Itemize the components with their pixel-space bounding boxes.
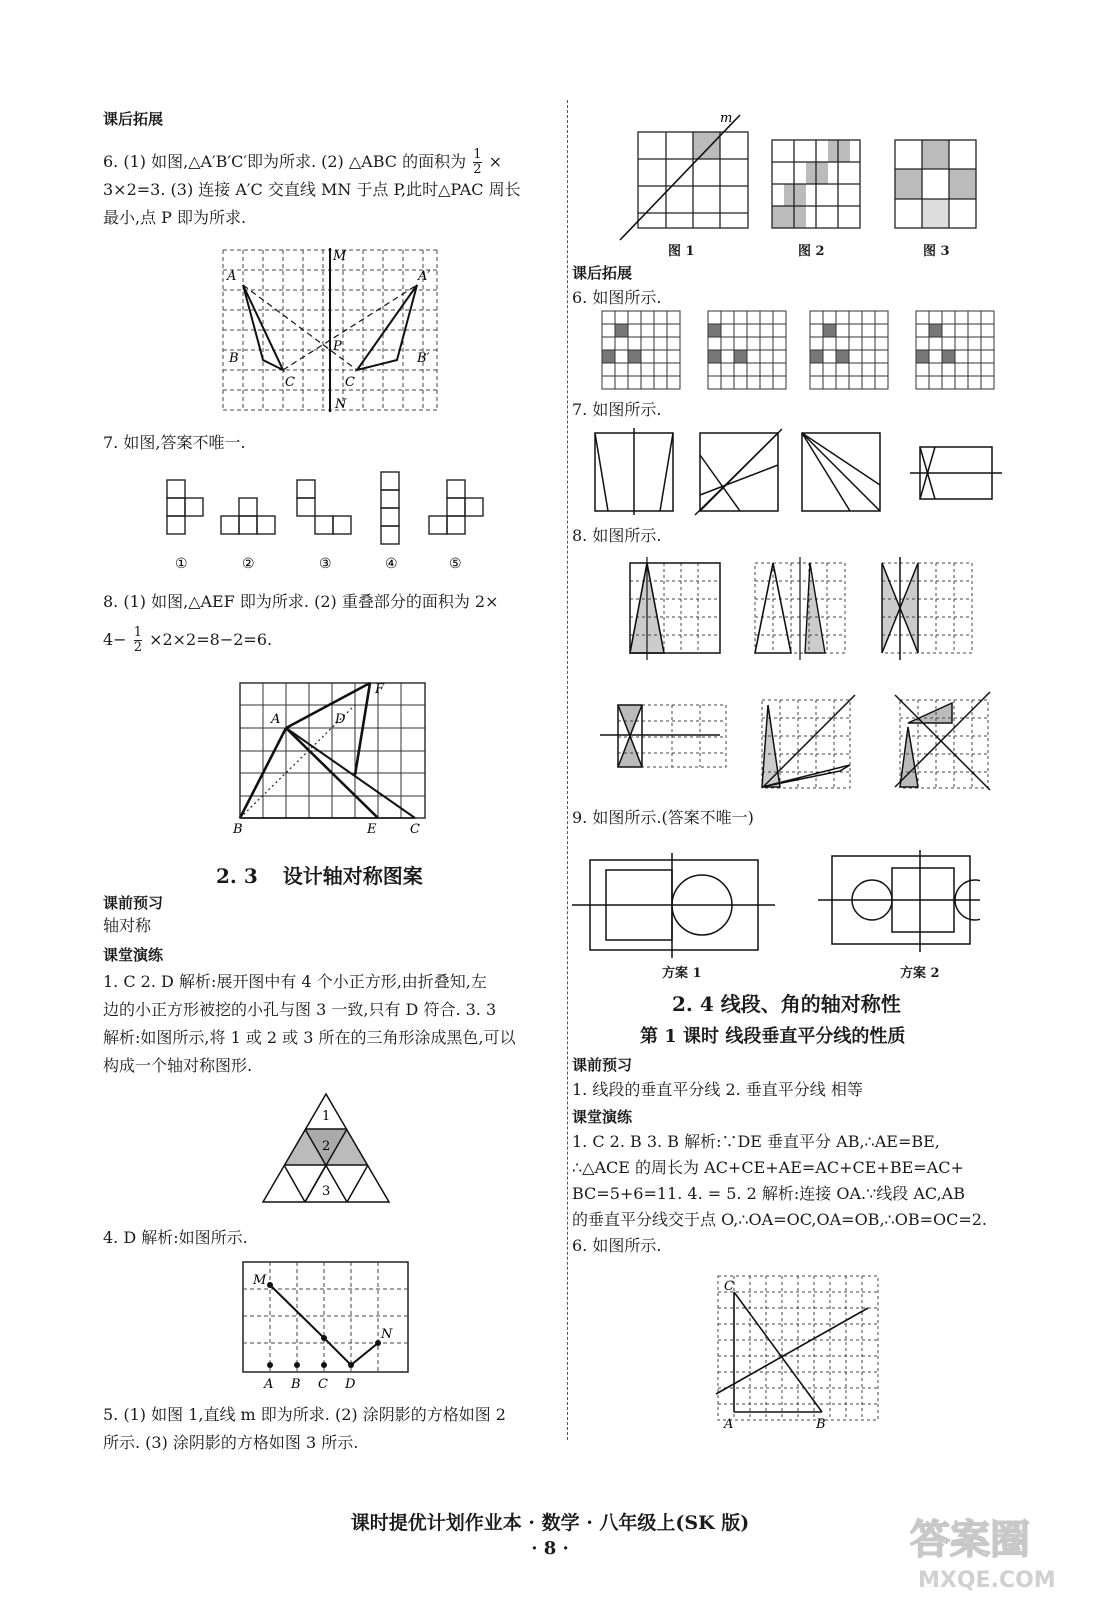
caption-plan2: 方案 2 bbox=[900, 966, 940, 981]
right-practice-line2: ∴△ACE 的周长为 AC+CE+AE=AC+CE+BE=AC+ bbox=[572, 1158, 964, 1177]
page-number: · 8 · bbox=[531, 1538, 569, 1559]
practice-line2: 边的小正方形被挖的小孔与图 3 一致,只有 D 符合. 3. 3 bbox=[103, 1000, 497, 1019]
heading-classroom-practice-right: 课堂演练 bbox=[572, 1108, 633, 1126]
fraction bbox=[134, 626, 142, 655]
fraction-denominator: 2 bbox=[473, 162, 482, 177]
right-q7-text: 7. 如图所示. bbox=[572, 400, 662, 419]
q5-figures-1-3 bbox=[600, 110, 980, 260]
q6-line1 bbox=[103, 148, 502, 177]
label-C: C bbox=[285, 375, 295, 390]
section-2-4-title: 2. 4 线段、角的轴对称性 bbox=[672, 992, 901, 1016]
right-q6-text: 6. 如图所示. bbox=[572, 288, 662, 307]
label-D: D bbox=[335, 712, 346, 727]
practice-line3: 解析:如图所示,将 1 或 2 或 3 所在的三角形涂成黑色,可以 bbox=[103, 1028, 516, 1047]
tri-label-1: 1 bbox=[322, 1109, 331, 1124]
fraction-numerator: 1 bbox=[133, 625, 142, 640]
q6-line1-tail: × bbox=[488, 152, 502, 171]
q5-line1: 5. (1) 如图 1,直线 m 即为所求. (2) 涂阴影的方格如图 2 bbox=[103, 1405, 506, 1424]
fraction bbox=[473, 148, 481, 177]
label-M: M bbox=[253, 1273, 267, 1288]
q4-text: 4. D 解析:如图所示. bbox=[103, 1228, 248, 1247]
preview-answer: 轴对称 bbox=[103, 916, 152, 935]
q6-four-grids bbox=[590, 305, 1010, 395]
fraction-denominator: 2 bbox=[133, 640, 142, 655]
heading-pre-class-preview-right: 课前预习 bbox=[572, 1056, 633, 1074]
q7-nets-figure bbox=[155, 470, 500, 575]
caption-fig3: 图 3 bbox=[923, 244, 950, 259]
q6-line1-text: 6. (1) 如图,△A′B′C′即为所求. (2) △ABC 的面积为 bbox=[103, 152, 467, 171]
practice-line4: 构成一个轴对称图形. bbox=[103, 1056, 253, 1075]
section-number: 2. 3 bbox=[216, 864, 258, 888]
label-B: B bbox=[229, 351, 239, 366]
label-P: P bbox=[333, 339, 342, 354]
section-title: 设计轴对称图案 bbox=[282, 864, 423, 888]
q4-grid-figure bbox=[235, 1258, 415, 1393]
fraction-numerator: 1 bbox=[473, 147, 482, 162]
label-net-5: ⑤ bbox=[449, 556, 462, 572]
label-C-2: C bbox=[345, 375, 355, 390]
label-m: m bbox=[720, 111, 733, 126]
label-D: D bbox=[345, 1377, 356, 1392]
q5-line2: 所示. (3) 涂阴影的方格如图 3 所示. bbox=[103, 1433, 359, 1452]
label-B: B bbox=[291, 1377, 301, 1392]
tri-label-3: 3 bbox=[322, 1184, 331, 1199]
label-net-1: ① bbox=[175, 556, 188, 572]
watermark-top: 答案圈 bbox=[910, 1517, 1030, 1563]
right-preview-answer: 1. 线段的垂直平分线 2. 垂直平分线 相等 bbox=[572, 1080, 863, 1099]
label-C: C bbox=[318, 1377, 328, 1392]
caption-plan1: 方案 1 bbox=[662, 966, 702, 981]
q6-line2: 3×2=3. (3) 连接 A′C 交直线 MN 于点 P,此时△PAC 周长 bbox=[103, 180, 521, 199]
right-q8-text: 8. 如图所示. bbox=[572, 526, 662, 545]
label-N: N bbox=[335, 397, 347, 412]
right-practice-line1: 1. C 2. B 3. B 解析:∵DE 垂直平分 AB,∴AE=BE, bbox=[572, 1132, 940, 1151]
q8-line2-b: ×2×2=8−2=6. bbox=[149, 630, 273, 649]
label-A: A bbox=[271, 712, 281, 727]
q8-grid-figure bbox=[225, 675, 435, 835]
heading-after-class-extension: 课后拓展 bbox=[103, 110, 164, 128]
q8-six-grids bbox=[590, 555, 1010, 795]
q6-grid-figure bbox=[205, 240, 445, 415]
q8-line2-a: 4− bbox=[103, 630, 127, 649]
heading-classroom-practice: 课堂演练 bbox=[103, 946, 164, 964]
column-divider bbox=[567, 100, 568, 1440]
label-A: A bbox=[724, 1417, 734, 1430]
label-M: M bbox=[333, 249, 347, 264]
label-net-2: ② bbox=[242, 556, 255, 572]
heading-after-class-extension-right: 课后拓展 bbox=[572, 264, 633, 282]
right-practice-line3: BC=5+6=11. 4. = 5. 2 解析:连接 OA.∵线段 AC,AB bbox=[572, 1184, 965, 1203]
label-A: A bbox=[264, 1377, 274, 1392]
q9-plans-figure bbox=[570, 848, 980, 958]
heading-pre-class-preview: 课前预习 bbox=[103, 894, 164, 912]
tri-label-2: 2 bbox=[322, 1139, 331, 1154]
label-B: B bbox=[233, 822, 243, 835]
right-practice-line4: 的垂直平分线交于点 O,∴OA=OC,OA=OB,∴OB=OC=2. bbox=[572, 1210, 988, 1229]
watermark-bottom: MXQE.COM bbox=[918, 1568, 1056, 1593]
right-q6b-text: 6. 如图所示. bbox=[572, 1236, 662, 1255]
label-C: C bbox=[410, 822, 420, 835]
label-A-prime: A′ bbox=[418, 269, 431, 284]
footer-book-title: 课时提优计划作业本 · 数学 · 八年级上(SK 版) bbox=[350, 1512, 750, 1534]
section-2-3-title bbox=[216, 860, 423, 889]
label-B-prime: B′ bbox=[417, 351, 430, 366]
q7-four-squares bbox=[590, 425, 1010, 520]
q6-line3: 最小,点 P 即为所求. bbox=[103, 208, 247, 227]
perpendicular-bisector-figure bbox=[710, 1270, 885, 1430]
right-q9-text: 9. 如图所示.(答案不唯一) bbox=[572, 808, 754, 827]
caption-fig2: 图 2 bbox=[798, 244, 825, 259]
label-F: F bbox=[375, 682, 385, 697]
lesson-1-title: 第 1 课时 线段垂直平分线的性质 bbox=[640, 1026, 906, 1047]
label-E: E bbox=[367, 822, 377, 835]
label-N: N bbox=[381, 1327, 393, 1342]
practice-line1: 1. C 2. D 解析:展开图中有 4 个小正方形,由折叠知,左 bbox=[103, 972, 487, 991]
label-A: A bbox=[227, 269, 237, 284]
q7-text: 7. 如图,答案不唯一. bbox=[103, 433, 246, 452]
triangle-figure bbox=[255, 1090, 400, 1210]
label-B: B bbox=[816, 1417, 826, 1430]
caption-fig1: 图 1 bbox=[668, 244, 695, 259]
label-C: C bbox=[724, 1279, 734, 1294]
watermark-logo bbox=[900, 1505, 1080, 1595]
q8-line2 bbox=[103, 626, 272, 655]
label-net-3: ③ bbox=[319, 556, 332, 572]
label-net-4: ④ bbox=[385, 556, 398, 572]
q8-line1: 8. (1) 如图,△AEF 即为所求. (2) 重叠部分的面积为 2× bbox=[103, 592, 499, 611]
